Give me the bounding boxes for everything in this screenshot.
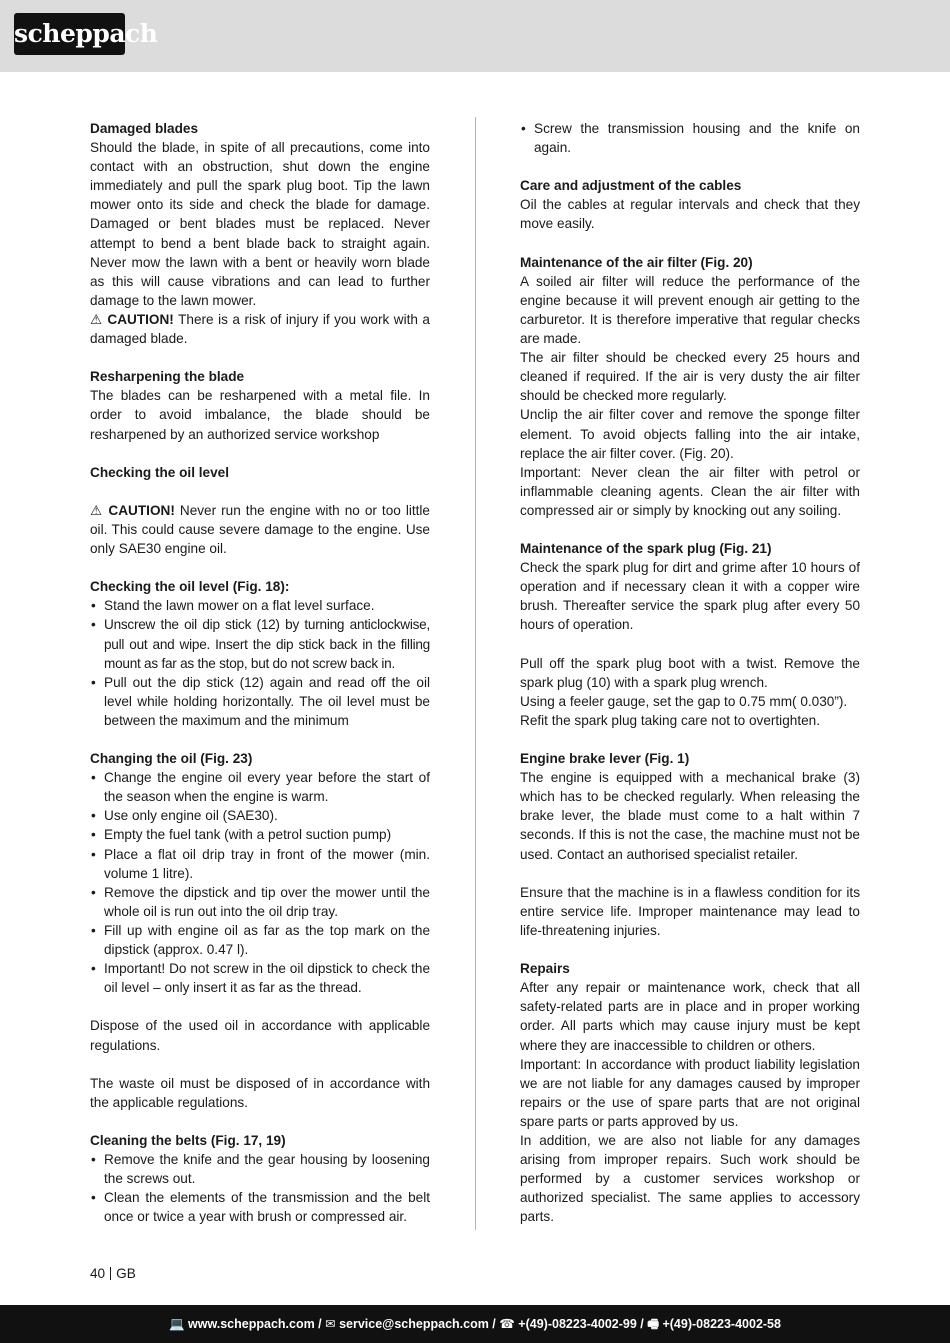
spark-plug-text-4: Refit the spark plug taking care not to overtighten. — [520, 712, 820, 728]
footer-bar — [0, 1305, 950, 1343]
list-item: • Clean the elements of the transmission and the belt once or twice a year with brush or compressed air. — [90, 1188, 430, 1226]
repairs-text-1: After any repair or maintenance work, check that all safety-related parts are in place and in proper working order. All parts which may cause injury must be kept where they are inaccessible to children or others. — [520, 980, 860, 1053]
page-language: GB — [116, 1266, 136, 1281]
changing-oil-heading: Changing the oil (Fig. 23) — [90, 751, 253, 767]
changing-oil-steps — [90, 768, 430, 997]
caution-paragraph — [90, 310, 430, 348]
oil-caution-paragraph — [90, 501, 430, 558]
page-number — [90, 1264, 136, 1283]
cables-text: Oil the cables at regular intervals and check that they move easily. — [520, 197, 860, 232]
page-number-separator — [110, 1267, 111, 1280]
spark-plug-text-2: Pull off the spark plug boot with a twist. Remove the spark plug (10) with a spark plug wrench. — [520, 655, 860, 690]
damaged-blades-heading: Damaged blades — [90, 121, 199, 136]
brake-lever-heading: Engine brake lever (Fig. 1) — [520, 751, 690, 767]
oil-level-fig18-heading: Checking the oil level (Fig. 18): — [90, 579, 290, 595]
cleaning-belts-steps — [90, 1150, 430, 1226]
waste-oil-text: The waste oil must be disposed of in accordance with the applicable regulations. — [90, 1075, 430, 1110]
cables-heading: Care and adjustment of the cables — [520, 178, 742, 194]
oil-caution-label: ⚠ CAUTION! — [90, 502, 175, 518]
oil-level-heading: Checking the oil level — [90, 464, 229, 480]
spark-plug-text-1: Check the spark plug for dirt and grime after 10 hours of operation and if necessary clean it with a copper wire brush. Thereafter service the spark plug after every 50 hours of operation. — [520, 560, 860, 633]
repairs-text-2: Important: In accordance with product liability legislation we are not liable for any damages caused by improper repairs or the use of spare parts that are not original spare parts or parts approved by us. — [520, 1056, 860, 1129]
brake-lever-text: The engine is equipped with a mechanical brake (3) which has to be checked regularly. When releasing the brake lever, the blade must come to a halt within 7 seconds. If this is not the case, the machine must not be used. Contact an authorised specialist retailer. — [520, 770, 860, 862]
list-item: • Change the engine oil every year before the start of the season when the engine is warm. — [90, 768, 430, 806]
repairs-text-3: In addition, we are also not liable for any damages arising from improper repairs. Such work should be performed by a customer services workshop or authorized specialist. The same applies to accessory parts. — [520, 1132, 860, 1225]
list-item: • Unscrew the oil dip stick (12) by turning anticlockwise, pull out and wipe. Insert the dip stick back in the filling mount as far as the stop, but do not screw back in. — [90, 615, 430, 672]
list-item: • Pull out the dip stick (12) again and read off the oil level while holding horizontally. The oil level must be between the maximum and the minimum — [90, 673, 430, 730]
air-filter-text-3: Unclip the air filter cover and remove the sponge filter element. To avoid objects falling into the air intake, replace the air filter cover. (Fig. 20). — [520, 407, 860, 461]
list-item: • Place a flat oil drip tray in front of the mower (min. volume 1 litre). — [90, 845, 430, 883]
transmission-steps — [520, 119, 860, 157]
footer-contact: 💻 www.scheppach.com / ✉ service@scheppach.com / ☎ +(49)-08223-4002-99 / 🖷 +(49)-08223-4002-58 — [169, 1317, 781, 1331]
list-item: • Remove the dipstick and tip over the mower until the whole oil is run out into the oil drip tray. — [90, 883, 430, 921]
spark-plug-text-3: Using a feeler gauge, set the gap to 0.75 mm( 0.030”). — [520, 693, 848, 709]
repairs-heading: Repairs — [520, 961, 570, 977]
caution-label: ⚠ CAUTION! — [90, 311, 174, 327]
cleaning-belts-heading: Cleaning the belts (Fig. 17, 19) — [90, 1132, 286, 1148]
scheppach-logo: scheppach — [14, 13, 125, 55]
list-item: • Use only engine oil (SAE30). — [90, 806, 430, 825]
list-item: • Stand the lawn mower on a flat level surface. — [90, 596, 430, 615]
dispose-text: Dispose of the used oil in accordance with applicable regulations. — [90, 1018, 430, 1053]
spark-plug-heading: Maintenance of the spark plug (Fig. 21) — [520, 541, 772, 557]
air-filter-heading: Maintenance of the air filter (Fig. 20) — [520, 254, 753, 270]
air-filter-text-1: A soiled air filter will reduce the performance of the engine because it will prevent enough air getting to the carburetor. It is therefore imperative that regular checks are made. — [520, 273, 860, 347]
column-divider — [475, 117, 476, 1230]
header-band — [0, 0, 950, 72]
resharpening-text: The blades can be resharpened with a metal file. In order to avoid imbalance, the blade should be resharpened by an authorized service workshop — [90, 388, 430, 442]
list-item: • Remove the knife and the gear housing by loosening the screws out. — [90, 1150, 430, 1188]
list-item: • Fill up with engine oil as far as the top mark on the dipstick (approx. 0.47 l). — [90, 921, 430, 959]
page-number-value: 40 — [90, 1266, 106, 1281]
list-item: • Screw the transmission housing and the knife on again. — [520, 119, 860, 157]
damaged-blades-text: Should the blade, in spite of all precautions, come into contact with an obstruction, shut down the engine immediately and pull the spark plug boot. Tip the lawn mower onto its side and check the blade for damage. Damaged or bent blades must be replaced. Never attempt to bend a bent blade back to straight again. Never mow the lawn with a bent or heavily worn blade as this will cause vibrations and can lead to further damage to the lawn mower. — [90, 140, 430, 308]
air-filter-text-4: Important: Never clean the air filter with petrol or inflammable cleaning agents. Clean the air filter with compressed air or simply by knocking out any soiling. — [520, 464, 860, 518]
caution-text: There is a risk of injury if you work with a damaged blade. — [90, 311, 430, 347]
list-item: • Empty the fuel tank (with a petrol suction pump) — [90, 825, 430, 844]
oil-level-steps — [90, 596, 430, 730]
resharpening-heading: Resharpening the blade — [90, 369, 245, 385]
oil-caution-text: Never run the engine with no or too little oil. This could cause severe damage to the engine. Use only SAE30 engine oil. — [90, 502, 430, 557]
left-column — [90, 119, 430, 1226]
right-column — [520, 119, 860, 1226]
list-item: • Important! Do not screw in the oil dipstick to check the oil level – only insert it as far as the thread. — [90, 959, 430, 997]
air-filter-text-2: The air filter should be checked every 25 hours and cleaned if required. If the air is very dusty the air filter should be checked more regularly. — [520, 350, 860, 404]
condition-text: Ensure that the machine is in a flawless condition for its entire service life. Improper maintenance may lead to life-threatening injuries. — [520, 884, 860, 938]
